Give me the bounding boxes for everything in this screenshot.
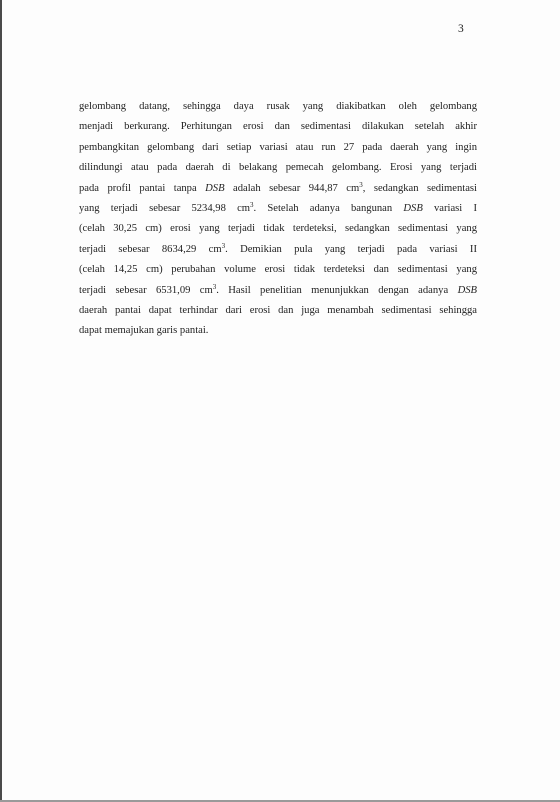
text-segment: gelombang datang, sehingga daya rusak yang diakibatkan oleh gelombang	[79, 101, 477, 112]
text-segment: terjadi sebesar 8634,29 cm	[79, 243, 222, 255]
italic-term: DSB	[403, 203, 423, 215]
text-segment: . Setelah adanya bangunan	[253, 203, 404, 215]
text-line	[79, 199, 477, 219]
italic-term: DSB	[205, 182, 225, 194]
text-segment: . Demikian pula yang terjadi pada variasi II	[225, 243, 477, 255]
text-line	[79, 260, 477, 280]
text-segment: variasi I	[422, 203, 477, 215]
text-segment: adalah sebesar 944,87 cm	[224, 182, 360, 194]
page-left-edge	[0, 0, 2, 802]
text-segment: , sedangkan sedimentasi	[362, 182, 477, 194]
text-segment: dilindungi atau pada daerah di belakang pemecah gelombang. Erosi yang terjadi	[79, 162, 477, 174]
text-segment: (celah 14,25 cm) perubahan volume erosi tidak terdeteksi dan sedimentasi yang	[79, 264, 477, 276]
text-line	[79, 97, 477, 117]
text-segment: pembangkitan gelombang dari setiap variasi atau run 27 pada daerah yang ingin	[79, 141, 477, 153]
superscript-exponent: 3	[212, 282, 217, 291]
text-line	[79, 321, 477, 341]
text-segment: yang terjadi sebesar 5234,98 cm	[79, 203, 251, 215]
text-line	[79, 158, 477, 178]
text-segment: (celah 30,25 cm) erosi yang terjadi tidak terdeteksi, sedangkan sedimentasi yang	[79, 223, 477, 235]
superscript-exponent: 3	[221, 241, 226, 250]
text-line	[79, 138, 477, 158]
text-segment: pada profil pantai tanpa	[79, 182, 206, 194]
superscript-exponent: 3	[250, 201, 254, 210]
text-line	[79, 301, 477, 321]
text-line	[79, 219, 477, 239]
superscript-exponent: 3	[359, 180, 363, 189]
text-line	[79, 117, 477, 137]
italic-term: DSB	[457, 284, 477, 296]
page-number: 3	[458, 23, 464, 35]
text-segment: . Hasil penelitian menunjukkan dengan adanya	[216, 284, 458, 296]
text-segment: dapat memajukan garis pantai.	[79, 325, 209, 337]
text-segment: daerah pantai dapat terhindar dari erosi dan juga menambah sedimentasi sehingga	[79, 305, 477, 317]
text-segment: menjadi berkurang. Perhitungan erosi dan sedimentasi dilakukan setelah akhir	[79, 121, 477, 133]
text-line	[79, 179, 477, 199]
text-segment: terjadi sebesar 6531,09 cm	[79, 284, 213, 296]
text-line	[79, 281, 477, 301]
text-line	[79, 240, 477, 260]
body-paragraph	[79, 97, 477, 342]
